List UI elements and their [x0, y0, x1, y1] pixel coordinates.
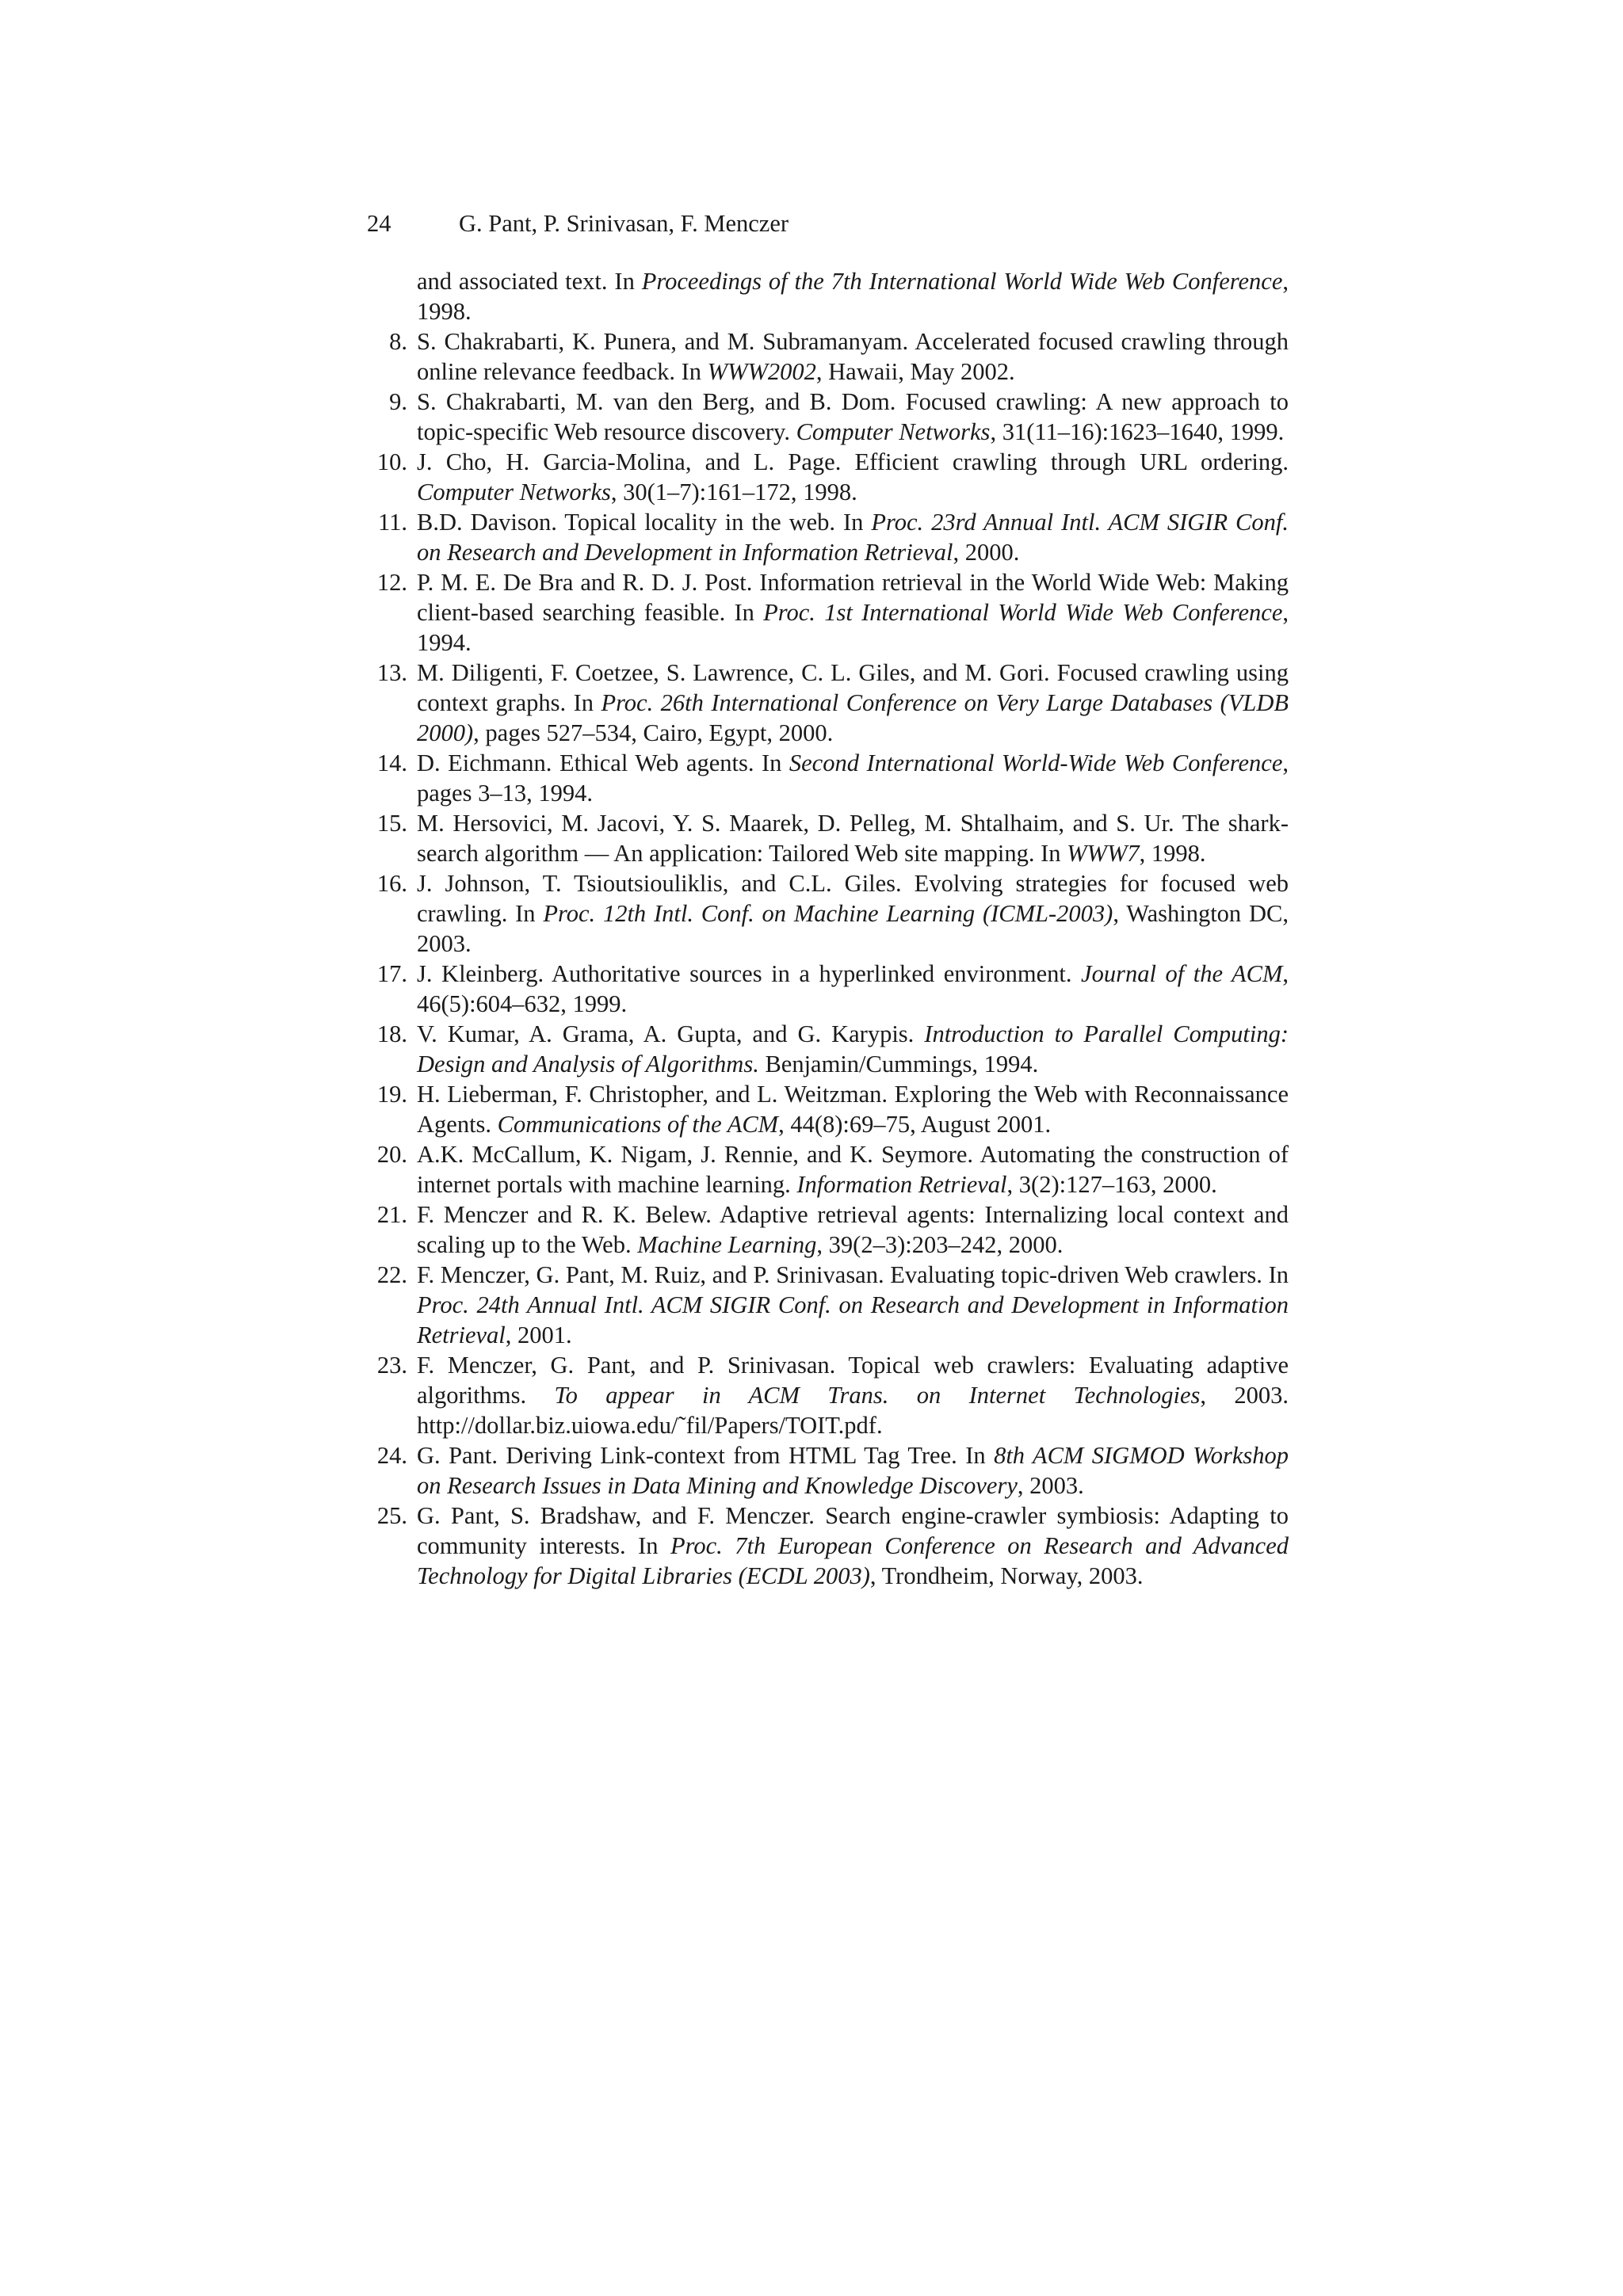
reference-part: , Washington DC, 2003. [417, 900, 1289, 957]
reference-number: 9. [389, 388, 407, 415]
reference-text [417, 447, 1289, 507]
reference-number: 12. [376, 569, 407, 596]
reference-item [372, 1019, 1289, 1079]
reference-italic-part: Machine Learning [637, 1231, 817, 1258]
reference-number: 13. [376, 659, 407, 686]
reference-number: 19. [376, 1081, 407, 1108]
reference-part: F. Menczer, G. Pant, and P. Srinivasan. Topical web crawlers: Evaluating adaptive algorithms. [417, 1352, 1289, 1409]
reference-italic-part: Proc. 1st International World Wide Web Conference [763, 599, 1283, 626]
reference-part: V. Kumar, A. Grama, A. Gupta, and G. Karypis. [417, 1020, 925, 1047]
reference-item [372, 1350, 1289, 1440]
reference-part: D. Eichmann. Ethical Web agents. In [417, 749, 789, 776]
reference-italic-part: Information Retrieval [796, 1171, 1007, 1198]
reference-item [372, 567, 1289, 658]
reference-part: J. Johnson, T. Tsioutsiouliklis, and C.L. Giles. Evolving strategies for focused web crawling. In [417, 870, 1289, 927]
reference-number: 20. [376, 1141, 407, 1168]
reference-part: , 2003. http://dollar.biz.uiowa.edu/˜fil/Papers/TOIT.pdf. [417, 1382, 1289, 1439]
reference-part: M. Diligenti, F. Coetzee, S. Lawrence, C. L. Giles, and M. Gori. Focused crawling using context graphs. In [417, 659, 1289, 716]
reference-text [417, 748, 1289, 808]
reference-part: , 2003. [1017, 1472, 1084, 1499]
reference-part: S. Chakrabarti, K. Punera, and M. Subramanyam. Accelerated focused crawling through online relevance feedback. In [417, 328, 1289, 385]
reference-part: , Trondheim, Norway, 2003. [869, 1562, 1144, 1589]
reference-part: , 2001. [505, 1322, 572, 1348]
reference-text [417, 567, 1289, 658]
reference-number: 15. [376, 810, 407, 837]
page-number: 24 [367, 210, 391, 237]
reference-italic-part: 8th ACM SIGMOD Workshop on Research Issues in Data Mining and Knowledge Discovery [417, 1442, 1289, 1499]
reference-number: 16. [376, 870, 407, 897]
reference-italic-part: WWW2002 [707, 358, 816, 385]
reference-item [372, 1260, 1289, 1350]
reference-text [417, 1079, 1289, 1139]
reference-item [372, 1139, 1289, 1199]
reference-part: A.K. McCallum, K. Nigam, J. Rennie, and K. Seymore. Automating the construction of internet portals with machine learning. [417, 1141, 1289, 1198]
reference-part: , 31(11–16):1623–1640, 1999. [990, 418, 1285, 445]
reference-item [372, 868, 1289, 959]
reference-item [372, 266, 1289, 326]
reference-number: 18. [376, 1020, 407, 1047]
reference-part: , 39(2–3):203–242, 2000. [816, 1231, 1064, 1258]
reference-item [372, 1199, 1289, 1260]
reference-item [372, 959, 1289, 1019]
reference-part: , 3(2):127–163, 2000. [1006, 1171, 1217, 1198]
reference-item [372, 658, 1289, 748]
reference-number: 24. [376, 1442, 407, 1469]
reference-text [417, 868, 1289, 959]
reference-italic-part: Proceedings of the 7th International World Wide Web Conference [641, 268, 1283, 295]
reference-italic-part: To appear in ACM Trans. on Internet Technologies [554, 1382, 1201, 1409]
reference-number: 21. [376, 1201, 407, 1228]
reference-text [417, 1440, 1289, 1501]
reference-text [417, 1019, 1289, 1079]
reference-part: P. M. E. De Bra and R. D. J. Post. Information retrieval in the World Wide Web: Making client-based searching feasible. In [417, 569, 1289, 626]
reference-text [417, 1260, 1289, 1350]
reference-part: , pages 3–13, 1994. [417, 749, 1289, 807]
reference-item [372, 387, 1289, 447]
reference-part: F. Menczer and R. K. Belew. Adaptive retrieval agents: Internalizing local context and scaling up to the Web. [417, 1201, 1289, 1258]
reference-item [372, 748, 1289, 808]
reference-part: M. Hersovici, M. Jacovi, Y. S. Maarek, D. Pelleg, M. Shtalhaim, and S. Ur. The shark-search algorithm — An application: Tailored Web site mapping. In [417, 810, 1289, 867]
reference-number: 14. [376, 749, 407, 776]
reference-part: G. Pant, S. Bradshaw, and F. Menczer. Search engine-crawler symbiosis: Adapting to community interests. In [417, 1502, 1289, 1559]
reference-item [372, 1440, 1289, 1501]
reference-number: 25. [376, 1502, 407, 1529]
reference-text [417, 387, 1289, 447]
reference-number: 17. [376, 960, 407, 987]
reference-part: J. Kleinberg. Authoritative sources in a hyperlinked environment. [417, 960, 1082, 987]
running-header [367, 208, 789, 239]
reference-italic-part: Communications of the ACM [497, 1111, 779, 1138]
reference-text [417, 1501, 1289, 1591]
reference-part: S. Chakrabarti, M. van den Berg, and B. Dom. Focused crawling: A new approach to topic-specific Web resource discovery. [417, 388, 1289, 445]
reference-item [372, 326, 1289, 387]
reference-text [417, 959, 1289, 1019]
reference-italic-part: Proc. 26th International Conference on Very Large Databases (VLDB 2000) [417, 689, 1289, 746]
reference-number: 22. [376, 1261, 407, 1288]
reference-italic-part: Computer Networks [417, 479, 611, 505]
reference-part: , Hawaii, May 2002. [815, 358, 1015, 385]
reference-part: , 1994. [417, 599, 1289, 656]
reference-italic-part: Proc. 24th Annual Intl. ACM SIGIR Conf. on Research and Development in Information Retrieval [417, 1291, 1289, 1348]
reference-part: , 30(1–7):161–172, 1998. [610, 479, 857, 505]
reference-list [372, 266, 1289, 1591]
reference-part: B.D. Davison. Topical locality in the web. In [417, 509, 872, 536]
reference-part: , 1998. [1139, 840, 1206, 867]
reference-part: , pages 527–534, Cairo, Egypt, 2000. [473, 719, 834, 746]
reference-text [417, 266, 1289, 326]
reference-italic-part: WWW7 [1067, 840, 1140, 867]
reference-italic-part: Second International World-Wide Web Conference [789, 749, 1283, 776]
reference-part: G. Pant. Deriving Link-context from HTML Tag Tree. In [417, 1442, 995, 1469]
reference-text [417, 1350, 1289, 1440]
reference-part: , 1998. [417, 268, 1289, 325]
reference-text [417, 1199, 1289, 1260]
reference-part: J. Cho, H. Garcia-Molina, and L. Page. Efficient crawling through URL ordering. [417, 448, 1289, 475]
reference-italic-part: Proc. 12th Intl. Conf. on Machine Learning (ICML-2003) [543, 900, 1113, 927]
reference-italic-part: Journal of the ACM [1081, 960, 1283, 987]
reference-part: Benjamin/Cummings, 1994. [758, 1051, 1039, 1077]
reference-number: 11. [378, 509, 407, 536]
reference-italic-part: Introduction to Parallel Computing: Design and Analysis of Algorithms. [417, 1020, 1289, 1077]
reference-italic-part: Proc. 23rd Annual Intl. ACM SIGIR Conf. on Research and Development in Information Retrieval [417, 509, 1289, 566]
reference-text [417, 507, 1289, 567]
reference-item [372, 507, 1289, 567]
reference-item [372, 808, 1289, 868]
reference-text [417, 808, 1289, 868]
reference-number: 8. [389, 328, 407, 355]
reference-text [417, 326, 1289, 387]
reference-number: 10. [376, 448, 407, 475]
reference-italic-part: Proc. 7th European Conference on Research and Advanced Technology for Digital Libraries (ECDL 2003) [417, 1532, 1289, 1589]
running-head-authors: G. Pant, P. Srinivasan, F. Menczer [459, 210, 789, 237]
reference-number: 23. [376, 1352, 407, 1379]
reference-italic-part: Computer Networks [796, 418, 991, 445]
reference-text [417, 1139, 1289, 1199]
reference-part: H. Lieberman, F. Christopher, and L. Weitzman. Exploring the Web with Reconnaissance Agents. [417, 1081, 1289, 1138]
reference-part: , 46(5):604–632, 1999. [417, 960, 1289, 1017]
reference-part: F. Menczer, G. Pant, M. Ruiz, and P. Srinivasan. Evaluating topic-driven Web crawlers. In [417, 1261, 1289, 1288]
reference-item [372, 447, 1289, 507]
reference-text [417, 658, 1289, 748]
reference-part: and associated text. In [417, 268, 642, 295]
reference-part: , 2000. [953, 539, 1020, 566]
reference-part: , 44(8):69–75, August 2001. [778, 1111, 1052, 1138]
reference-item [372, 1501, 1289, 1591]
reference-item [372, 1079, 1289, 1139]
